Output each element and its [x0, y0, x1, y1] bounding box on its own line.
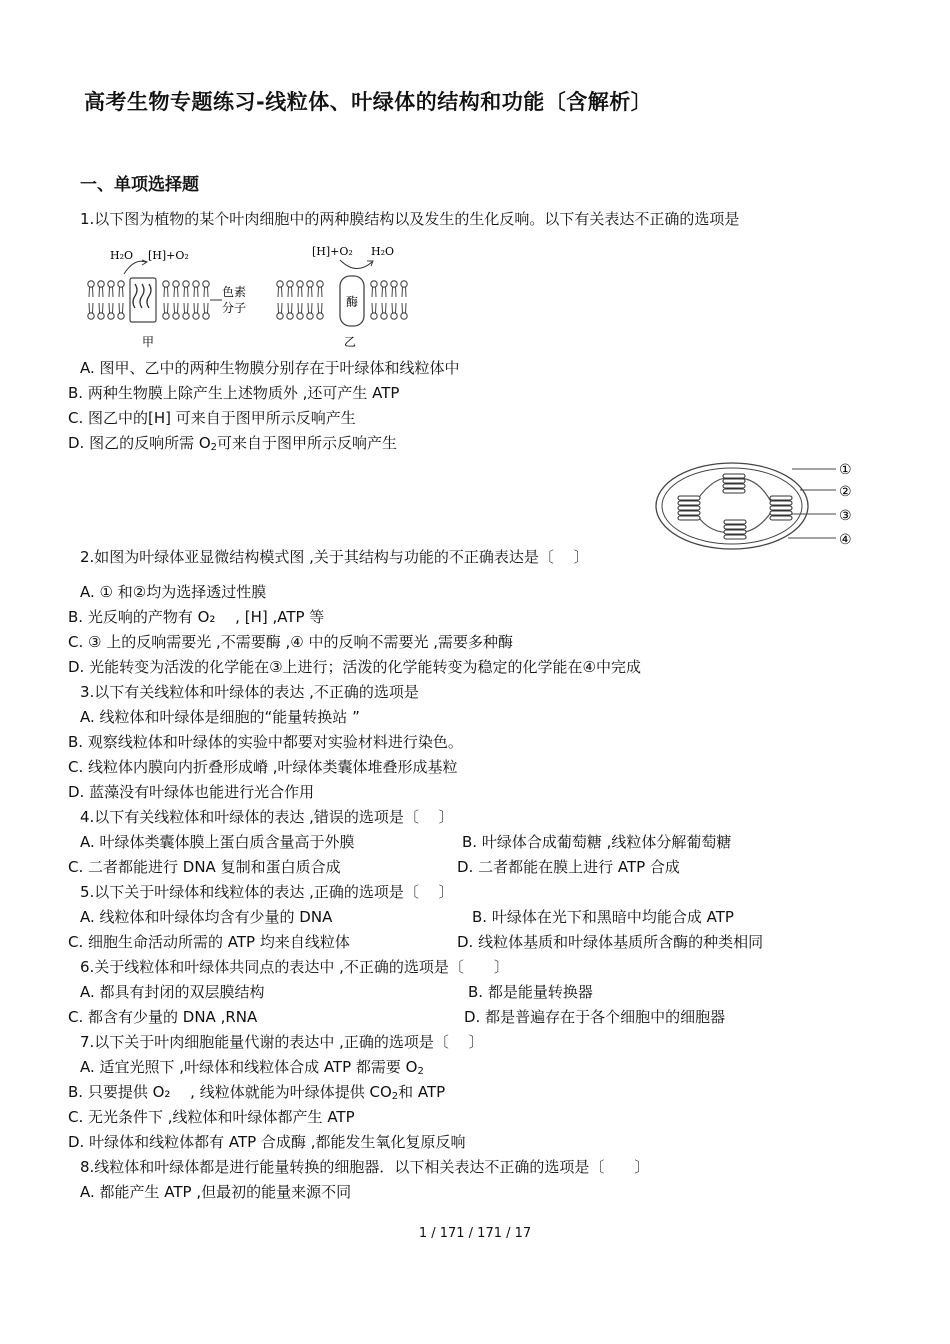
q3-option-c: C. 线粒体内膜向内折叠形成嵴 ,叶绿体类囊体堆叠形成基粒: [68, 758, 458, 776]
q3-option-b: B. 观察线粒体和叶绿体的实验中都要对实验材料进行染色。: [68, 733, 463, 751]
fig-enzyme-label: 酶: [346, 295, 359, 309]
q1-membrane-figure: [82, 240, 412, 352]
chloroplast-label-1: ①: [839, 462, 852, 478]
q6-option-d: D. 都是普遍存在于各个细胞中的细胞器: [464, 1008, 726, 1026]
fig-left-top-1: H₂O: [110, 249, 134, 262]
fig-label-a: 甲: [142, 335, 155, 349]
section-heading: 一、单项选择题: [80, 175, 199, 195]
chloroplast-label-2: ②: [839, 484, 852, 500]
q4-option-c: C. 二者都能进行 DNA 复制和蛋白质合成: [68, 858, 341, 876]
q2-option-b: B. 光反响的产物有 O₂ , [H] ,ATP 等: [68, 608, 325, 626]
q2-stem: 2.如图为叶绿体亚显微结构模式图 ,关于其结构与功能的不正确表达是〔 〕: [80, 548, 589, 566]
q6-option-a: A. 都具有封闭的双层膜结构: [80, 983, 265, 1001]
page-title: 高考生物专题练习-线粒体、叶绿体的结构和功能〔含解析〕: [84, 90, 653, 114]
q7-stem: 7.以下关于叶肉细胞能量代谢的表达中 ,正确的选项是〔 〕: [80, 1033, 484, 1051]
q8-option-a: A. 都能产生 ATP ,但最初的能量来源不同: [80, 1183, 352, 1201]
fig-label-b: 乙: [344, 335, 357, 349]
fig-pigment-label-1: 色素: [222, 285, 247, 299]
chloroplast-figure: [652, 456, 864, 556]
q7-option-a: A. 适宜光照下 ,叶绿体和线粒体合成 ATP 都需要 $O_2$: [80, 1058, 424, 1077]
q2-option-c: C. ③ 上的反响需要光 ,不需要酶 ,④ 中的反响不需要光 ,需要多种酶: [68, 633, 514, 651]
q6-option-b: B. 都是能量转换器: [468, 983, 593, 1001]
chloroplast-label-4: ④: [839, 532, 852, 548]
q7-option-d: D. 叶绿体和线粒体都有 ATP 合成酶 ,都能发生氧化复原反响: [68, 1133, 466, 1151]
q1-option-a: A. 图甲、乙中的两种生物膜分别存在于叶绿体和线粒体中: [80, 359, 460, 377]
q5-option-b: B. 叶绿体在光下和黑暗中均能合成 ATP: [472, 908, 734, 926]
q4-option-d: D. 二者都能在膜上进行 ATP 合成: [457, 858, 680, 876]
fig-left-top-2: [H]+O₂: [148, 249, 189, 262]
q5-option-a: A. 线粒体和叶绿体均含有少量的 DNA: [80, 908, 333, 926]
q4-option-b: B. 叶绿体合成葡萄糖 ,线粒体分解葡萄糖: [462, 833, 732, 851]
fig-pigment-label-2: 分子: [222, 301, 247, 315]
q7-option-b: B. 只要提供 O₂ , 线粒体就能为叶绿体提供 $CO_2$和 ATP: [68, 1083, 446, 1102]
q3-stem: 3.以下有关线粒体和叶绿体的表达 ,不正确的选项是: [80, 683, 419, 701]
fig-right-top-2: H₂O: [371, 245, 395, 258]
q5-option-c: C. 细胞生命活动所需的 ATP 均来自线粒体: [68, 933, 350, 951]
q6-stem: 6.关于线粒体和叶绿体共同点的表达中 ,不正确的选项是〔 〕: [80, 958, 509, 976]
q7-option-c: C. 无光条件下 ,线粒体和叶绿体都产生 ATP: [68, 1108, 355, 1126]
q5-option-d: D. 线粒体基质和叶绿体基质所含酶的种类相同: [457, 933, 764, 951]
q5-stem: 5.以下关于叶绿体和线粒体的表达 ,正确的选项是〔 〕: [80, 883, 454, 901]
fig-right-top-1: [H]+O₂: [312, 245, 353, 258]
q1-option-d: D. 图乙的反响所需 $O_2$可来自于图甲所示反响产生: [68, 434, 398, 453]
q1-option-b: B. 两种生物膜上除产生上述物质外 ,还可产生 ATP: [68, 384, 400, 402]
q2-option-a: A. ① 和②均为选择透过性膜: [80, 583, 267, 601]
q3-option-a: A. 线粒体和叶绿体是细胞的“能量转换站 ”: [80, 708, 360, 726]
q3-option-d: D. 蓝藻没有叶绿体也能进行光合作用: [68, 783, 315, 801]
page-number: 1 / 171 / 171 / 17: [418, 1226, 532, 1241]
q1-stem: 1.以下图为植物的某个叶肉细胞中的两种膜结构以及发生的生化反响。以下有关表达不正确的选项是: [80, 210, 740, 228]
q4-stem: 4.以下有关线粒体和叶绿体的表达 ,错误的选项是〔 〕: [80, 808, 454, 826]
q6-option-c: C. 都含有少量的 DNA ,RNA: [68, 1008, 258, 1026]
q4-option-a: A. 叶绿体类囊体膜上蛋白质含量高于外膜: [80, 833, 355, 851]
chloroplast-label-3: ③: [839, 508, 852, 524]
q2-option-d: D. 光能转变为活泼的化学能在③上进行；活泼的化学能转变为稳定的化学能在④中完成: [68, 658, 641, 676]
q1-option-c: C. 图乙中的[H] 可来自于图甲所示反响产生: [68, 409, 356, 427]
q8-stem: 8.线粒体和叶绿体都是进行能量转换的细胞器．以下相关表达不正确的选项是〔 〕: [80, 1158, 650, 1176]
